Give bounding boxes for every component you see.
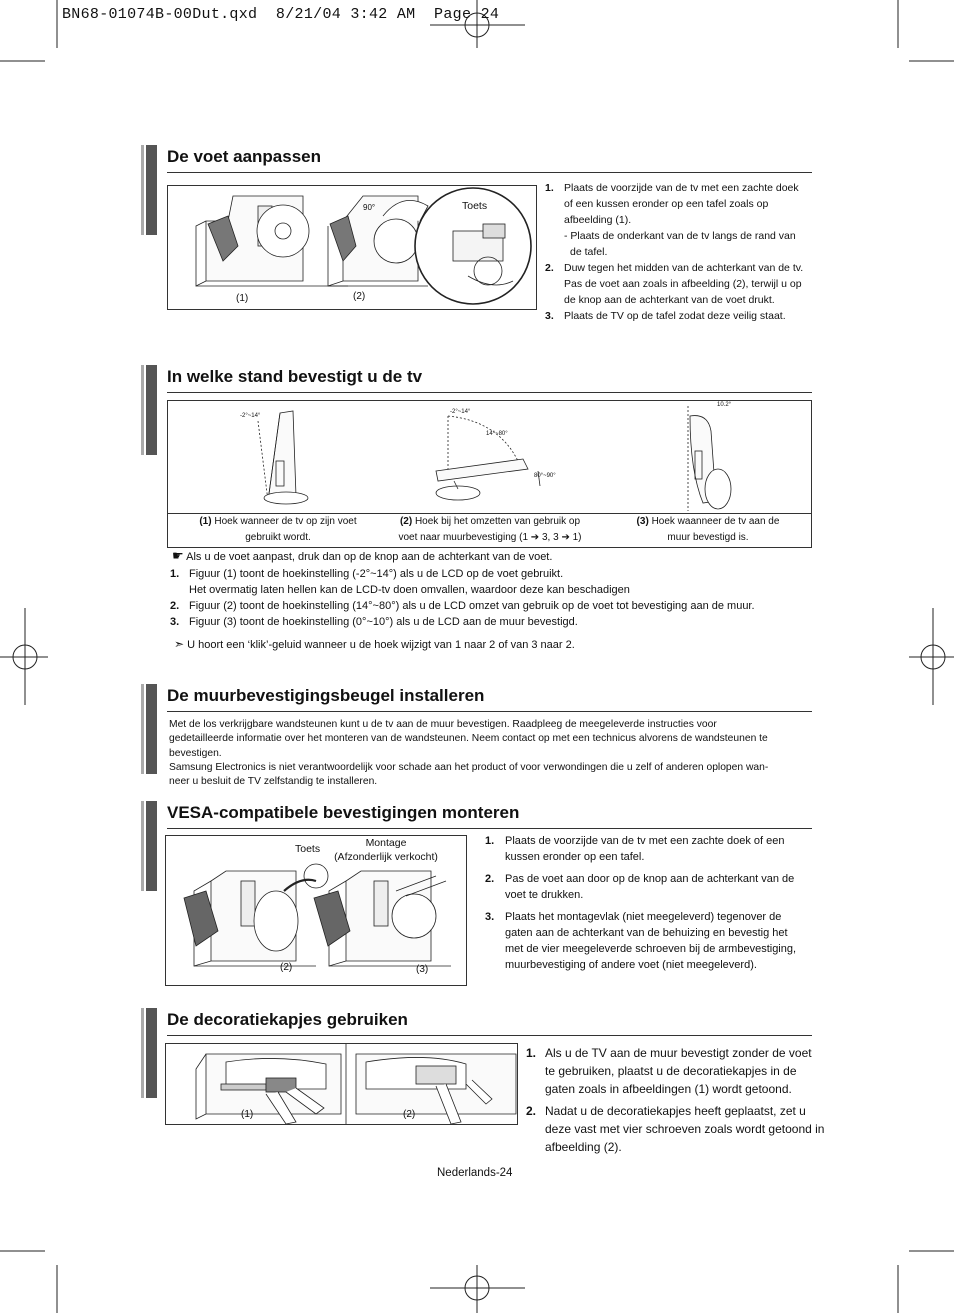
angle-label-2a: -2°~14° bbox=[450, 409, 471, 415]
section-bar bbox=[141, 365, 157, 455]
section-bar bbox=[141, 801, 157, 891]
vesa-step-3: 3. Plaats het montagevlak (niet meegeleverd) tegenover de gaten aan de achterkant van de behuizing en bevestig het met de vier meegeleverde schroeven bij de armbevestiging, muurbevestiging of andere voet (niet meegeleverd). bbox=[485, 911, 797, 971]
arrow-right-icon: ➔ bbox=[530, 532, 540, 543]
steps-decoratiekapjes bbox=[526, 1044, 836, 1156]
figure-decoratiekapjes bbox=[165, 1043, 518, 1125]
angle-label-2b: 14°~80° bbox=[486, 431, 508, 437]
caption-vesa-3: (3) bbox=[416, 964, 429, 975]
angle-label-2c: 80°~90° bbox=[534, 473, 556, 479]
muurbeugel-text: Met de los verkrijgbare wandsteunen kunt u de tv aan de muur bevestigen. Raadpleeg de meegeleverde instructies voor gedetailleerde informatie over het monteren van de wandsteunen. Neem contact op met een technicus alvorens de wandsteunen te bevestigen. Samsung Electronics is niet verantwoordelijk voor schade aan het product of voor verwondingen die u zelf of anderen oplopen wan- neer u besluit de TV zelfstandig te installeren. bbox=[169, 719, 769, 788]
tip-klik: ➣ U hoort een ‘klik’-geluid wanneer u de hoek wijzigt van 1 naar 2 of van 3 naar 2. bbox=[174, 637, 575, 651]
section-title-decoratiekapjes: De decoratiekapjes gebruiken bbox=[167, 1010, 408, 1029]
stand-caption-3: (3) Hoek waanneer de tv aan de muur bevestigd is. bbox=[636, 516, 780, 543]
section-rule bbox=[167, 828, 812, 829]
stand-caption-2: (2) Hoek bij het omzetten van gebruik op voet naar muurbevestiging (1 ➔ 3, 3 ➔ 1) bbox=[398, 516, 582, 543]
caption-deco-2: (2) bbox=[403, 1109, 416, 1120]
caption-fig2: (2) bbox=[353, 291, 366, 302]
label-angle-90: 90° bbox=[363, 203, 376, 212]
pointing-hand-icon: ☛ bbox=[172, 548, 184, 563]
section-bar bbox=[141, 145, 157, 235]
section-rule bbox=[167, 392, 812, 393]
caption-fig1: (1) bbox=[236, 293, 249, 304]
vesa-step-2: 2. Pas de voet aan door op de knop aan de achterkant van de voet te drukken. bbox=[485, 873, 795, 901]
stand-item-1: 1. Figuur (1) toont de hoekinstelling (-2°~14°) als u de LCD op de voet gebruikt. Het overmatig laten hellen kan de LCD-tv doen omvallen, waardoor deze kan beschadigen bbox=[170, 568, 630, 596]
caption-vesa-2: (2) bbox=[280, 962, 293, 973]
section-title-muurbeugel: De muurbevestigingsbeugel installeren bbox=[167, 686, 485, 705]
label-toets-vesa: Toets bbox=[295, 843, 321, 855]
label-montage: Montage (Afzonderlijk verkocht) bbox=[334, 837, 438, 863]
arrow-right-icon: ➔ bbox=[561, 532, 570, 543]
note-voet: ☛ Als u de voet aanpast, druk dan op de knop aan de achterkant van de voet. bbox=[172, 548, 553, 563]
section-rule bbox=[167, 1035, 812, 1036]
figure-voet-aanpassen bbox=[167, 185, 537, 310]
stand-item-2: 2. Figuur (2) toont de hoekinstelling (14°~80°) als u de LCD omzet van gebruik op de voet tot bevestiging aan de muur. bbox=[170, 600, 755, 612]
section-title-vesa: VESA-compatibele bevestigingen monteren bbox=[167, 803, 520, 822]
steps-voet bbox=[545, 180, 815, 324]
angle-label-1: -2°~14° bbox=[240, 413, 261, 419]
deco-step-2: 2. Nadat u de decoratiekapjes heeft geplaatst, zet u deze vast met vier schroeven zoals wordt getoond in afbeelding (2). bbox=[526, 1104, 825, 1154]
section-rule bbox=[167, 711, 812, 712]
section-bar bbox=[141, 1008, 157, 1098]
file-header: BN68-01074B-00Dut.qxd 8/21/04 3:42 AM Page 24 bbox=[62, 6, 500, 23]
angle-label-3: 10.2° bbox=[717, 402, 732, 408]
step-2: 2. Duw tegen het midden van de achterkant van de tv. Pas de voet aan zoals in afbeelding (2), terwijl u op de knop aan de achterkant van de voet drukt. bbox=[545, 262, 804, 306]
vesa-step-1: 1. Plaats de voorzijde van de tv met een zachte doek of een kussen eronder op een tafel. bbox=[485, 835, 785, 863]
label-toets: Toets bbox=[462, 200, 488, 212]
figure-stand bbox=[167, 400, 812, 548]
page-footer: Nederlands-24 bbox=[437, 1167, 513, 1179]
section-title-stand: In welke stand bevestigt u de tv bbox=[167, 367, 423, 386]
steps-vesa bbox=[485, 833, 820, 973]
section-title-voet: De voet aanpassen bbox=[167, 147, 322, 166]
step-3: 3. Plaats de TV op de tafel zodat deze veilig staat. bbox=[545, 310, 786, 322]
section-bar bbox=[141, 684, 157, 774]
caption-deco-1: (1) bbox=[241, 1109, 254, 1120]
stand-items bbox=[170, 566, 830, 630]
tip-arrow-icon: ➣ bbox=[174, 637, 185, 651]
step-1: 1. Plaats de voorzijde van de tv met een zachte doek of een kussen eronder op een tafel zoals op afbeelding (1). - Plaats de onderkant van de tv langs de rand van de tafel. bbox=[545, 182, 799, 258]
deco-step-1: 1. Als u de TV aan de muur bevestigt zonder de voet te gebruiken, plaatst u de decoratiekapjes in de gaten zoals in afbeeldingen (1) wordt getoond. bbox=[526, 1046, 812, 1096]
section-rule bbox=[167, 172, 812, 173]
figure-vesa bbox=[165, 835, 467, 986]
stand-caption-1: (1) Hoek wanneer de tv op zijn voet gebruikt wordt. bbox=[199, 516, 357, 543]
stand-item-3: 3. Figuur (3) toont de hoekinstelling (0°~10°) als u de LCD aan de muur bevestigd. bbox=[170, 616, 578, 628]
